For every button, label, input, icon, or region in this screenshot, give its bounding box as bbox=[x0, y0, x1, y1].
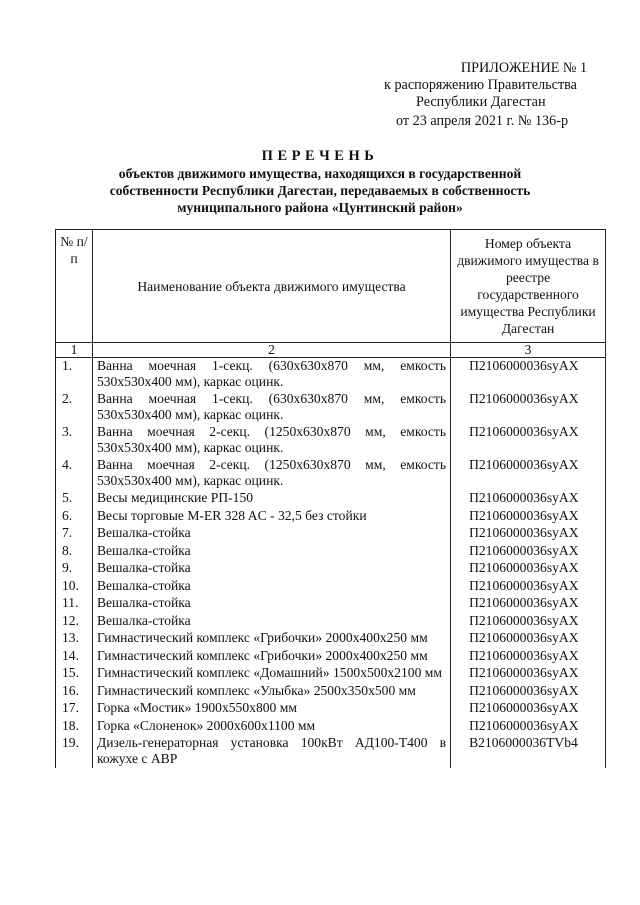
row-number: 17. bbox=[56, 700, 93, 718]
table-row bbox=[56, 457, 606, 490]
registry-number: П2106000036syAX bbox=[451, 508, 606, 526]
item-name: Ванна моечная 1-секц. (630х630х870 мм, емкость 530х530х400 мм), каркас оцинк. bbox=[92, 391, 450, 424]
row-number: 16. bbox=[56, 683, 93, 701]
property-table bbox=[55, 229, 606, 768]
document-title bbox=[60, 147, 580, 216]
item-name: Вешалка-стойка bbox=[92, 543, 450, 561]
table-row bbox=[56, 648, 606, 666]
table-row bbox=[56, 735, 606, 768]
item-name: Гимнастический комплекс «Грибочки» 2000х400х250 мм bbox=[92, 648, 450, 666]
header-code: Номер объекта движимого имущества в реестре государственного имущества Республики Дагестан bbox=[451, 230, 606, 343]
registry-number: П2106000036syAX bbox=[451, 595, 606, 613]
header-name: Наименование объекта движимого имущества bbox=[92, 230, 450, 343]
row-number: 10. bbox=[56, 578, 93, 596]
item-name: Ванна моечная 1-секц. (630х630х870 мм, емкость 530х530х400 мм), каркас оцинк. bbox=[92, 358, 450, 392]
registry-number: П2106000036syAX bbox=[451, 525, 606, 543]
row-number: 12. bbox=[56, 613, 93, 631]
registry-number: П2106000036syAX bbox=[451, 358, 606, 392]
item-name: Гимнастический комплекс «Домашний» 1500х500х2100 мм bbox=[92, 665, 450, 683]
item-name: Вешалка-стойка bbox=[92, 578, 450, 596]
table-body bbox=[56, 358, 606, 769]
title-line-3: муниципального района «Цунтинский район» bbox=[177, 200, 463, 215]
row-number: 1. bbox=[56, 358, 93, 392]
registry-number: П2106000036syAX bbox=[451, 560, 606, 578]
registry-number: П2106000036syAX bbox=[451, 718, 606, 736]
column-number: 3 bbox=[451, 343, 606, 358]
appendix-date: от 23 апреля 2021 г. № 136-р bbox=[396, 113, 569, 129]
registry-number: П2106000036syAX bbox=[451, 683, 606, 701]
registry-number: П2106000036syAX bbox=[451, 543, 606, 561]
registry-number: П2106000036syAX bbox=[451, 630, 606, 648]
table-row bbox=[56, 613, 606, 631]
appendix-republic: Республики Дагестан bbox=[416, 94, 546, 110]
title-line-1: объектов движимого имущества, находящихся в государственной bbox=[118, 166, 522, 181]
row-number: 4. bbox=[56, 457, 93, 490]
appendix-number: ПРИЛОЖЕНИЕ № 1 bbox=[460, 60, 588, 76]
row-number: 15. bbox=[56, 665, 93, 683]
row-number: 5. bbox=[56, 490, 93, 508]
registry-number: П2106000036syAX bbox=[451, 424, 606, 457]
registry-number: П2106000036syAX bbox=[451, 578, 606, 596]
item-name: Дизель-генераторная установка 100кВт АД100-Т400 в кожухе с АВР bbox=[92, 735, 450, 768]
header-num: № п/п bbox=[56, 230, 93, 343]
appendix-header bbox=[384, 60, 624, 130]
table-row bbox=[56, 508, 606, 526]
column-number: 2 bbox=[92, 343, 450, 358]
registry-number: П2106000036syAX bbox=[451, 700, 606, 718]
registry-number: В2106000036TVb4 bbox=[451, 735, 606, 768]
registry-number: П2106000036syAX bbox=[451, 457, 606, 490]
item-name: Ванна моечная 2-секц. (1250х630х870 мм, емкость 530х530х400 мм), каркас оцинк. bbox=[92, 424, 450, 457]
table-row bbox=[56, 391, 606, 424]
row-number: 3. bbox=[56, 424, 93, 457]
row-number: 14. bbox=[56, 648, 93, 666]
item-name: Гимнастический комплекс «Грибочки» 2000х400х250 мм bbox=[92, 630, 450, 648]
registry-number: П2106000036syAX bbox=[451, 648, 606, 666]
row-number: 2. bbox=[56, 391, 93, 424]
table-row bbox=[56, 543, 606, 561]
item-name: Вешалка-стойка bbox=[92, 525, 450, 543]
column-number-row bbox=[56, 343, 606, 358]
registry-number: П2106000036syAX bbox=[451, 391, 606, 424]
column-number: 1 bbox=[56, 343, 93, 358]
table-row bbox=[56, 560, 606, 578]
table-row bbox=[56, 683, 606, 701]
table-row bbox=[56, 700, 606, 718]
table-header-row bbox=[56, 230, 606, 343]
table-row bbox=[56, 595, 606, 613]
table-row bbox=[56, 490, 606, 508]
appendix-decree-ref: к распоряжению Правительства bbox=[384, 77, 577, 93]
row-number: 11. bbox=[56, 595, 93, 613]
item-name: Вешалка-стойка bbox=[92, 595, 450, 613]
registry-number: П2106000036syAX bbox=[451, 613, 606, 631]
item-name: Весы торговые M-ER 328 AC - 32,5 без стойки bbox=[92, 508, 450, 526]
row-number: 6. bbox=[56, 508, 93, 526]
registry-number: П2106000036syAX bbox=[451, 665, 606, 683]
table-row bbox=[56, 665, 606, 683]
row-number: 13. bbox=[56, 630, 93, 648]
item-name: Весы медицинские РП-150 bbox=[92, 490, 450, 508]
table-row bbox=[56, 630, 606, 648]
title-main: ПЕРЕЧЕНЬ bbox=[261, 148, 379, 164]
table-row bbox=[56, 578, 606, 596]
row-number: 9. bbox=[56, 560, 93, 578]
table-row bbox=[56, 718, 606, 736]
row-number: 8. bbox=[56, 543, 93, 561]
row-number: 7. bbox=[56, 525, 93, 543]
table-row bbox=[56, 358, 606, 392]
table-row bbox=[56, 424, 606, 457]
row-number: 18. bbox=[56, 718, 93, 736]
item-name: Горка «Мостик» 1900х550х800 мм bbox=[92, 700, 450, 718]
row-number: 19. bbox=[56, 735, 93, 768]
item-name: Вешалка-стойка bbox=[92, 560, 450, 578]
table-row bbox=[56, 525, 606, 543]
title-line-2: собственности Республики Дагестан, передаваемых в собственность bbox=[109, 183, 531, 198]
item-name: Горка «Слоненок» 2000х600х1100 мм bbox=[92, 718, 450, 736]
item-name: Гимнастический комплекс «Улыбка» 2500х350х500 мм bbox=[92, 683, 450, 701]
item-name: Вешалка-стойка bbox=[92, 613, 450, 631]
registry-number: П2106000036syAX bbox=[451, 490, 606, 508]
item-name: Ванна моечная 2-секц. (1250х630х870 мм, емкость 530х530х400 мм), каркас оцинк. bbox=[92, 457, 450, 490]
